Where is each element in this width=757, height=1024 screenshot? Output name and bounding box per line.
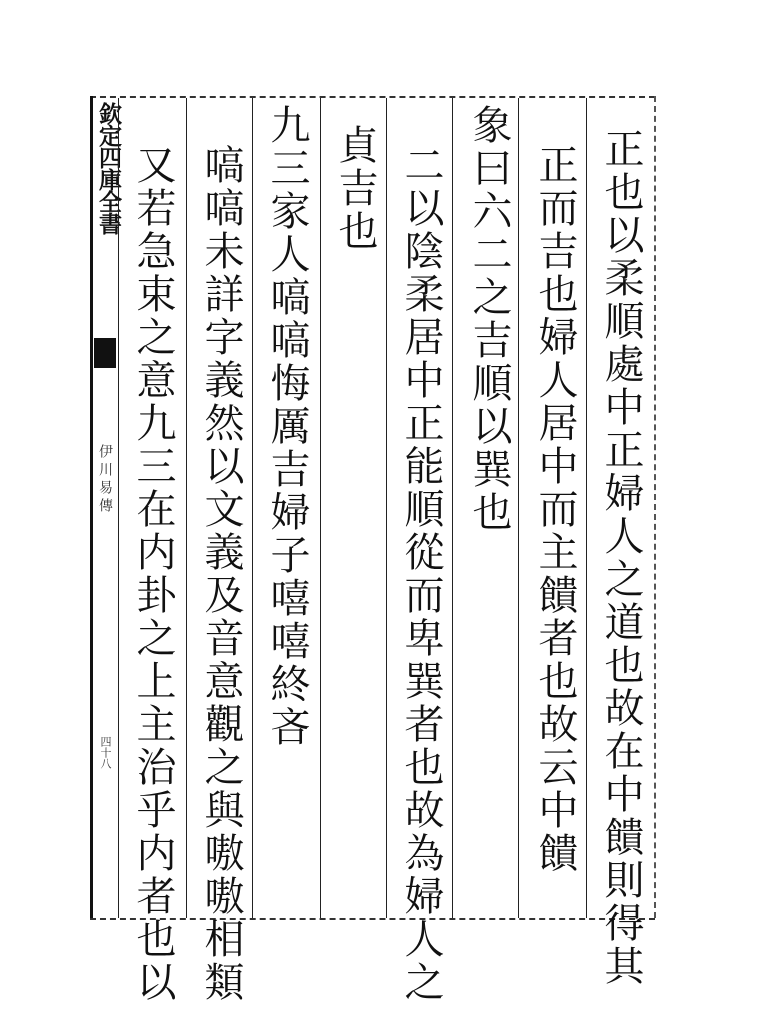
text-column-2: 正而吉也婦人居中而主饋者也故云中饋 <box>532 144 578 875</box>
page-number: 四十八 <box>99 736 112 769</box>
column-rule <box>452 98 453 918</box>
column-rule <box>118 98 119 918</box>
fish-tail-mark <box>94 338 116 368</box>
text-column-8: 又若急束之意九三在内卦之上主治乎内者也以 <box>130 144 176 1004</box>
block-margin <box>92 96 122 918</box>
column-rule <box>386 98 387 918</box>
frame-right-border <box>654 96 656 918</box>
column-rule <box>518 98 519 918</box>
frame-top-border <box>90 96 655 98</box>
book-title: 欽定四庫全書 <box>95 102 122 234</box>
text-column-6: 九三家人嗃嗃悔厲吉婦子嘻嘻終吝 <box>264 104 310 749</box>
column-rule <box>186 98 187 918</box>
column-rule <box>586 98 587 918</box>
text-column-1: 正也以柔順處中正婦人之道也故在中饋則得其 <box>598 128 644 988</box>
column-rule <box>320 98 321 918</box>
text-column-5: 貞吉也 <box>332 124 378 253</box>
work-title: 伊川易傳 <box>97 444 113 516</box>
text-column-7: 嗃嗃未詳字義然以文義及音意觀之與嗷嗷相類 <box>198 144 244 1004</box>
column-rule <box>252 98 253 918</box>
text-column-4: 二以陰柔居中正能順從而卑巽者也故為婦人之 <box>398 144 444 1004</box>
text-column-3: 象曰六二之吉順以巽也 <box>466 104 512 534</box>
